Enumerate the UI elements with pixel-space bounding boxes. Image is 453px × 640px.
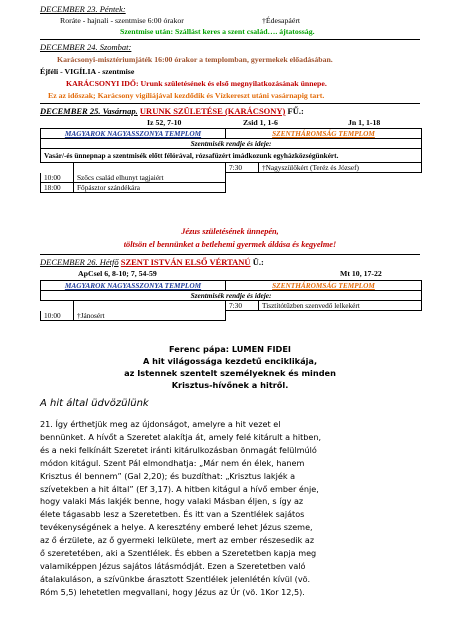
dec23-devotion: Szentmise után: Szállást keres a szent család…. ájtatosság. [120,27,315,36]
dec25-rosary-note: Vasár/-és ünnepnap a szentmisék előtt félórával, rózsafüzért imádkozunk egyházközségünkért. [41,149,422,163]
dec25-heading [40,106,304,116]
paragraph-line: bennünket. A hívőt a Szeretet alakítja át, amely felé kitárult a hitben, [40,431,322,442]
dec23-mass-time: Roráte - hajnali - szentmise 6:00 órakor [60,16,184,25]
dec24-vigil-mass: Éjféli - VIGÍLIA - szentmise [40,67,135,76]
table-row: 7:30 †Nagyszülőkért (Teréz és József) [41,163,422,173]
dec24-christmas-time: KARÁCSONYI IDŐ: Urunk születésének és első megnyilatkozásának ünnepe. [66,79,327,88]
paragraph-line: ő szeretetében, aki a Szentlélek. És ebben a Szeretetben kapja meg [40,548,317,559]
encyclical-line-3: az Istennek szentelt személyeknek és minden [124,368,336,378]
dec26-feast: SZENT ISTVÁN ELSŐ VÉRTANÚ [120,257,251,267]
dec25-reading-3: Jn 1, 1-18 [348,118,381,127]
dec26-heading [40,257,264,267]
paragraph-line: átalakuláson, a szívünkbe árasztott Szentlélek jelenlétén kívül (vö. [40,573,311,584]
dec26-reading-1: ApCsel 6, 8-10; 7, 54-59 [78,269,157,278]
dec26-church-left: MAGYAROK NAGYASSZONYA TEMPLOM [41,281,226,291]
dec25-mass-schedule [40,128,422,193]
dec25-reading-1: Iz 52, 7-10 [147,118,182,127]
separator [40,254,420,255]
dec26-church-right: SZENTHÁROMSÁG TEMPLOM [226,281,422,291]
dec23-intention: †Édesapáért [262,16,301,25]
paragraph-line: hogy valaki Más lakjék benne, hogy valaki Másban éljen, s így az [40,496,304,507]
paragraph-line: Krisztus él bennem” (Gal 2,20); és buzdíthat: „Krisztus lakjék a [40,470,296,481]
paragraph-line: Róm 5,5) lehetetlen megvallani, hogy Jézus az Úr (vö. 1Kor 12,5). [40,586,305,597]
dec25-church-left: MAGYAROK NAGYASSZONYA TEMPLOM [41,129,226,139]
dec25-church-right: SZENTHÁROMSÁG TEMPLOM [226,129,422,139]
section-title: A hit által üdvözülünk [40,398,149,409]
paragraph-line: módon kitágul. Szent Pál elmondhatja: „Már nem én élek, hanem [40,457,305,468]
separator [40,103,420,104]
dec26-mass-order: Szentmisék rendje és ideje: [41,291,422,301]
dec25-rank: FŰ.: [287,106,304,116]
christmas-wish-line-1: Jézus születésének ünnepén, [181,227,279,236]
table-row: 18:00 Főpásztor szándékára [41,183,422,193]
paragraph-line: tevékenységének a helye. A keresztény emberé lehet Jézus szeme, [40,522,313,533]
table-row: 10:00 Szőcs család elhunyt tagjaiért [41,173,422,183]
dec26-rank: Ü.: [252,257,264,267]
dec25-feast: URUNK SZÜLETÉSE (KARÁCSONY) [139,106,286,116]
encyclical-line-2: A hit világossága kezdetű enciklikája, [142,356,318,366]
paragraph-line: 21. Így érthetjük meg az újdonságot, amelyre a hit vezet el [40,419,281,429]
paragraph-line: élete tágasabb lesz a Szeretetben. És itt van a Szentlélek sajátos [40,509,305,520]
paragraph-line: szívetekben a hit által” (Ef 3,17). A hitben kitágul a hívő ember énje, [40,483,319,494]
dec25-reading-2: Zsid 1, 1-6 [243,118,278,127]
dec26-reading-2: Mt 10, 17-22 [340,269,382,278]
dec26-mass-schedule [40,280,422,321]
dec24-nativity-play: Karácsonyi-misztériumjáték 16:00 órakor a templomban, gyermekek előadásában. [57,55,333,64]
dec25-date: DECEMBER 25. Vasárnap. [40,106,138,116]
separator [40,39,420,40]
encyclical-line-4: Krisztus-hívőnek a hitről. [171,380,289,390]
paragraph-line: valamiképpen Jézus sajátos látásmódját. Ezen a Szeretetben való [40,560,306,571]
paragraph-line: és a neki felkínált Szeretet iránti kitárulkozásban önmagát felülmúló [40,444,317,455]
table-row: 7:30 Tisztítótűzben szenvedő lelkekért [41,301,422,311]
dec24-heading: DECEMBER 24. Szombat: [40,42,132,52]
paragraph-line: az ő érzülete, az ő gyermeki lelkülete, mert az ember részesedik az [40,535,315,546]
table-row: 10:00 †Jánosért [41,311,422,321]
dec25-mass-order: Szentmisék rendje és ideje: [41,139,422,149]
christmas-wish-line-2: töltsön el bennünket a betlehemi gyermek áldása és kegyelme! [123,240,337,249]
encyclical-title: Ferenc pápa: LUMEN FIDEI [169,344,291,354]
dec23-heading: DECEMBER 23. Péntek: [40,4,126,14]
dec24-season-note: Ez az időszak; Karácsony vigíliájával kezdődik és Vízkereszt utáni vasárnapig tart. [48,91,325,100]
body-paragraph [40,418,425,599]
dec26-date: DECEMBER 26. Hétfő [40,257,119,267]
